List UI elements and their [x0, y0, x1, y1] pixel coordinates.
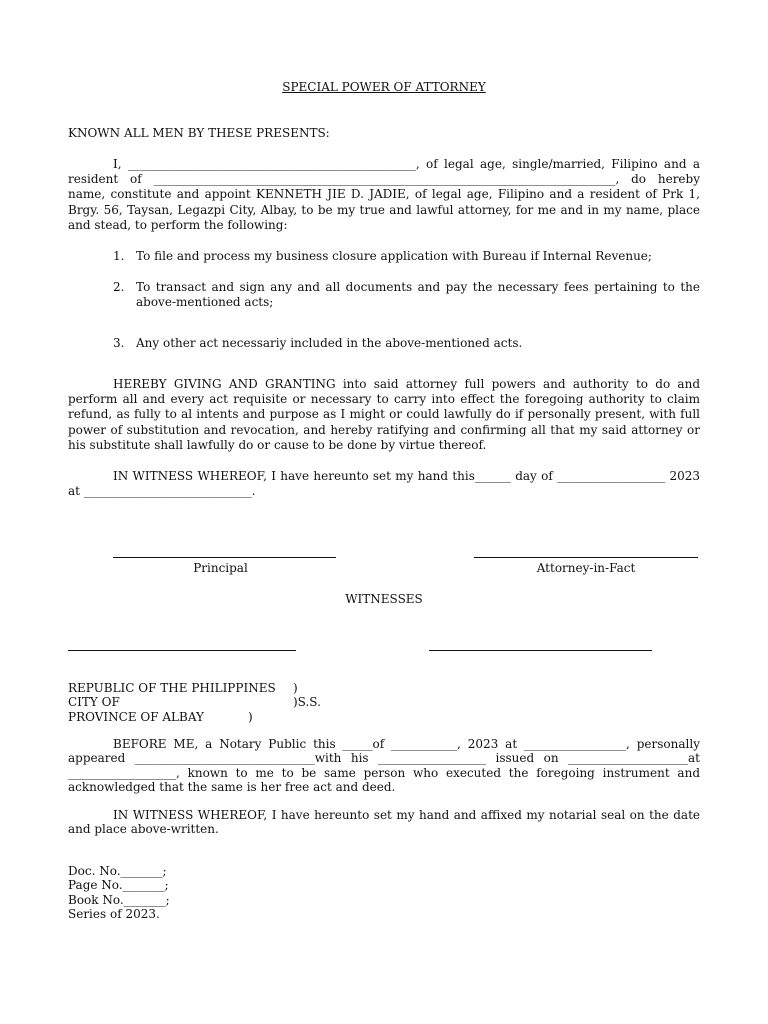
venue-label: REPUBLIC OF THE PHILIPPINES [68, 681, 276, 695]
doc-number: Doc. No._______; [68, 864, 167, 878]
list-item [113, 336, 700, 351]
attorney-signature-line [474, 557, 698, 558]
list-item-number: 2. [113, 280, 125, 294]
book-number: Book No._______; [68, 892, 170, 907]
acknowledgment-paragraph: BEFORE ME, a Notary Public this _____of ___________, 2023 at _________________, personally appeared ______________________________with his __________________ issued on ____________________at __________________, known to me to be same person who executed the foregoing instrument and acknowledged that the same is her free act and deed. [68, 737, 700, 794]
notarial-register [68, 864, 268, 921]
list-item-text: To transact and sign any and all documents and pay the necessary fees pertaining to the above-mentioned acts; [136, 280, 700, 310]
principal-signature-line [113, 557, 336, 558]
granting-paragraph: HEREBY GIVING AND GRANTING into said attorney full powers and authority to do and perform all and every act requisite or necessary to carry into effect the foregoing authority to claim refund, as fully to al intents and purpose as I might or could lawfully do if personally present, with full power of substitution and revocation, and hereby ratifying and confirming all that my said attorney or his substitute shall lawfully do or cause to be done by virtue thereof. [68, 377, 700, 452]
venue-row [68, 710, 368, 724]
list-item [113, 280, 700, 310]
venue-label: CITY OF [68, 695, 120, 710]
notary-witness-clause: IN WITNESS WHEREOF, I have hereunto set my hand and affixed my notarial seal on the date and place above-written. [68, 808, 700, 837]
witness-signature-line [429, 650, 652, 651]
salutation: KNOWN ALL MEN BY THESE PRESENTS: [68, 126, 330, 140]
venue-paren: ) [293, 681, 298, 695]
witness-clause: IN WITNESS WHEREOF, I have hereunto set my hand this______ day of __________________ 2023 at ____________________________. [68, 469, 700, 499]
venue-block [68, 681, 368, 724]
venue-paren: ) [248, 709, 253, 724]
witnesses-heading: WITNESSES [345, 592, 423, 606]
intro-paragraph: I, ________________________________________________, of legal age, single/married, Filipino and a resident of _____________________________________________________________________________, do hereby name, constitute and appoint KENNETH JIE D. JADIE, of legal age, Filipino and a resident of Prk 1, Brgy. 56, Taysan, Legazpi City, Albay, to be my true and lawful attorney, for me and in my name, place and stead, to perform the following: [68, 157, 700, 232]
list-item-number: 1. [113, 249, 125, 263]
venue-row [68, 695, 368, 709]
list-item-text: To file and process my business closure application with Bureau if Internal Revenue; [136, 249, 652, 263]
document-title: SPECIAL POWER OF ATTORNEY [282, 80, 486, 94]
venue-paren: )S.S. [293, 695, 321, 710]
list-item-number: 3. [113, 336, 125, 350]
page-number: Page No._______; [68, 878, 169, 893]
list-item [113, 249, 700, 264]
witness-signature-line [68, 650, 296, 651]
venue-label: PROVINCE OF ALBAY [68, 709, 204, 724]
list-item-text: Any other act necessariy included in the above-mentioned acts. [136, 336, 523, 350]
venue-row [68, 681, 368, 695]
principal-label: Principal [193, 561, 248, 575]
series-year: Series of 2023. [68, 906, 160, 921]
attorney-label: Attorney-in-Fact [536, 561, 636, 575]
